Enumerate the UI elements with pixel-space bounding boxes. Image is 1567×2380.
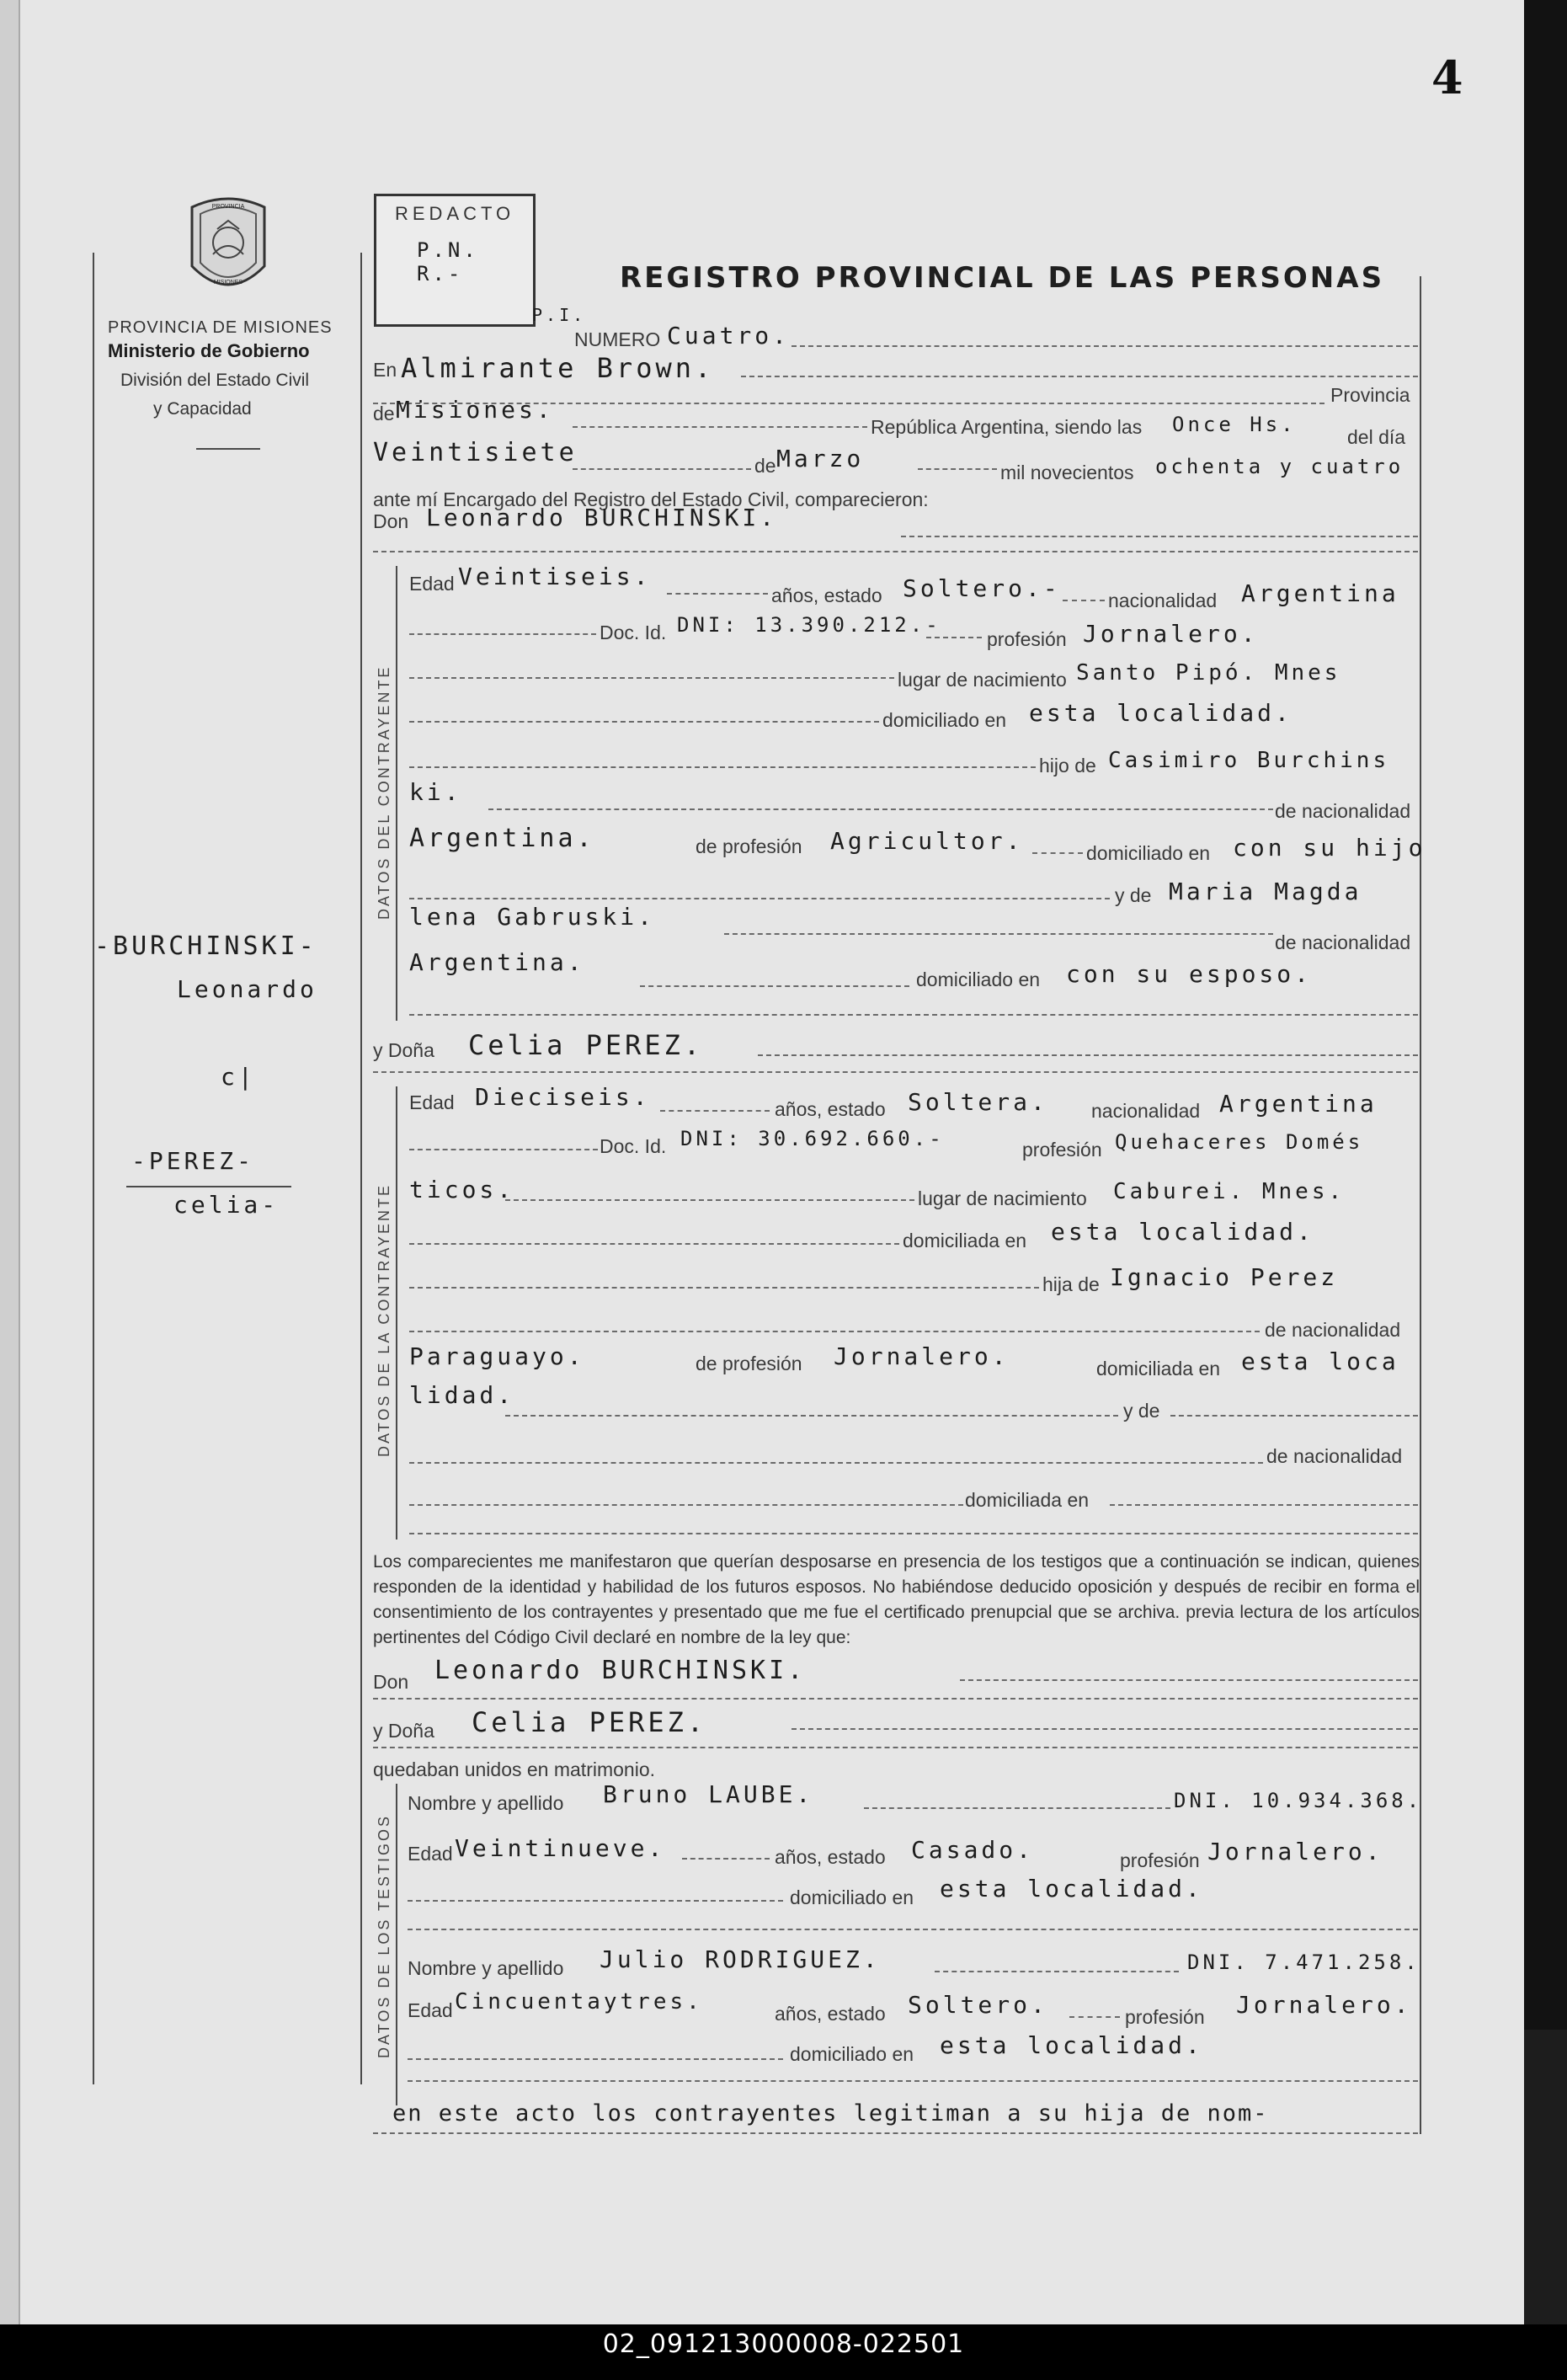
don-value: Leonardo BURCHINSKI. [426, 504, 778, 531]
declaration-dona-line-2 [373, 1747, 1418, 1748]
witness1-edad-value: Veintinueve. [455, 1834, 666, 1862]
bride-dom-value: esta localidad. [1051, 1218, 1314, 1246]
witness1-end-line [408, 1929, 1418, 1930]
witness1-anos-label: años, estado [775, 1846, 886, 1868]
bride-profesion-value-1: Quehaceres Domés [1115, 1130, 1364, 1154]
division-label: División del Estado Civil [120, 371, 310, 390]
witness-section-label: DATOS DE LOS TESTIGOS [376, 1813, 392, 2058]
declaration-dona-value: Celia PEREZ. [472, 1706, 707, 1738]
bride-profesion-label: profesión [1022, 1139, 1102, 1161]
declaration-don-value: Leonardo BURCHINSKI. [434, 1656, 807, 1685]
groom-mother-value-2: lena Gabruski. [409, 903, 656, 931]
declaration-don-line-2 [373, 1698, 1418, 1700]
bride-father-nat-value: Paraguayo. [409, 1342, 585, 1370]
groom-anos-label: años, estado [771, 584, 882, 606]
stamp-handwritten: P.N. R.- [417, 238, 479, 285]
registry-title: REGISTRO PROVINCIAL DE LAS PERSONAS [620, 261, 1385, 295]
witness2-dni-value: DNI. 7.471.258. [1187, 1950, 1420, 1974]
witness2-name-line [935, 1971, 1179, 1972]
en-line [741, 376, 1418, 377]
bride-profesion-value-2: ticos. [409, 1176, 515, 1203]
groom-dom-label: domiciliado en [882, 709, 1007, 731]
groom-father-value-2: ki. [409, 778, 462, 806]
declaration-dona-line [791, 1728, 1418, 1730]
bride-doc-label: Doc. Id. [600, 1135, 667, 1157]
groom-lugar-line [409, 677, 894, 679]
witness1-edad-line [682, 1858, 770, 1860]
capacity-label: y Capacidad [153, 399, 252, 419]
bride-name-line [758, 1054, 1418, 1056]
groom-father-dom-label: domiciliado en [1086, 842, 1211, 864]
groom-father-nat-value: Argentina. [409, 824, 595, 853]
groom-lugar-label: lugar de nacimiento [898, 669, 1067, 691]
witness2-estado-value: Soltero. [908, 1991, 1048, 2019]
bride-mother-nat-label: de nacionalidad [1266, 1445, 1403, 1467]
month-value: Marzo [776, 445, 865, 472]
margin-groom-surname: -BURCHINSKI- [94, 931, 317, 961]
groom-profesion-value: Jornalero. [1083, 620, 1259, 648]
final-note: en este acto los contrayentes legitiman a su hija de nom- [392, 2100, 1269, 2127]
groom-nacionalidad-label: nacionalidad [1108, 590, 1218, 611]
margin-bride-surname: -PEREZ- [131, 1147, 255, 1175]
declaration-paragraph: Los comparecientes me manifestaron que querían desposarse en presencia de los testigos que a continuación se indican, quienes responden de la identidad y habilidad de los futuros esposos. No habiéndose deducido oposición y después de recibir en forma el consentimiento de los contrayentes y presentado que me fue el certificado prenupcial que se archiva. previa lectura de los artículos pertinentes del Código Civil declaré en nombre de la ley que: [373, 1552, 1420, 1647]
witness2-estado-line [1069, 2016, 1120, 2018]
witness1-edad-label: Edad [408, 1843, 453, 1865]
don-line-2 [373, 551, 1418, 552]
groom-section-border [396, 566, 397, 1021]
bride-father-nat-label: de nacionalidad [1265, 1319, 1401, 1341]
groom-mother-dom-value: con su esposo. [1066, 960, 1313, 988]
witness2-edad-value: Cincuentaytres. [455, 1989, 703, 2014]
left-header-rule [196, 448, 260, 450]
de2-label: de [754, 455, 776, 477]
bride-father-value: Ignacio Perez [1110, 1263, 1339, 1291]
margin-connector: c| [221, 1063, 256, 1091]
groom-father-dom-value: con su hijo [1233, 834, 1426, 862]
groom-estado-line [1063, 600, 1105, 601]
margin-left-border [93, 253, 94, 2084]
groom-mother-line [409, 898, 1110, 899]
bride-mother-dom-label: domiciliada en [965, 1489, 1090, 1511]
month-line [918, 468, 997, 470]
numero-line [791, 345, 1418, 347]
dia-label: del día [1347, 426, 1406, 448]
bride-section-end [409, 1533, 1418, 1534]
witness1-name-line [864, 1807, 1170, 1809]
witness2-end-line [408, 2080, 1418, 2082]
witness2-dom-label: domiciliado en [790, 2043, 914, 2065]
groom-doc-line-2 [926, 637, 982, 638]
seal-top-text: PROVINCIA [211, 204, 245, 210]
groom-estado-value: Soltero.- [903, 574, 1061, 602]
bride-mother-dom-line-2 [1110, 1504, 1418, 1506]
witness2-dom-line [408, 2058, 783, 2060]
redacto-stamp [374, 194, 536, 327]
ante-label: ante mí Encargado del Registro del Estado Civil, comparecieron: [373, 488, 929, 510]
numero-value: Cuatro. [667, 322, 791, 350]
groom-father-prof-label: de profesión [696, 835, 802, 857]
bride-nacionalidad-value: Argentina [1219, 1090, 1378, 1118]
province-seal [184, 195, 273, 303]
witness1-profesion-label: profesión [1120, 1849, 1200, 1871]
bride-mother-nat-line [409, 1462, 1263, 1464]
en-value: Almirante Brown. [401, 352, 715, 384]
groom-father-prof-value: Agricultor. [830, 827, 1024, 855]
groom-father-value-1: Casimiro Burchins [1108, 748, 1390, 773]
bride-father-dom-value-1: esta loca [1241, 1347, 1399, 1375]
groom-father-nat-label: de nacionalidad [1275, 800, 1411, 822]
witness2-anos-label: años, estado [775, 2003, 886, 2025]
groom-mother-nat-line [724, 933, 1273, 935]
bride-dom-line [409, 1243, 899, 1245]
groom-lugar-value: Santo Pipó. Mnes [1076, 660, 1341, 686]
seal-bottom-text: MISIONES [213, 280, 243, 285]
bride-hija-label: hija de [1042, 1273, 1100, 1295]
witness1-profesion-value: Jornalero. [1207, 1838, 1383, 1865]
witness2-dom-value: esta localidad. [940, 2031, 1203, 2059]
book-binding [1524, 0, 1567, 2030]
quedaban-label: quedaban unidos en matrimonio. [373, 1758, 656, 1780]
bride-name-line-2 [373, 1071, 1418, 1073]
witness1-dni-value: DNI. 10.934.368. [1174, 1789, 1423, 1812]
bride-edad-line [660, 1110, 770, 1112]
provincia-label: Provincia [1330, 384, 1410, 406]
witness2-name-value: Julio RODRIGUEZ. [600, 1945, 881, 1973]
bride-dom-label: domiciliada en [903, 1230, 1027, 1251]
mil-label: mil novecientos [1000, 462, 1134, 483]
margin-divider [126, 1186, 291, 1187]
en-label: En [373, 359, 397, 381]
groom-mother-nat-label: de nacionalidad [1275, 931, 1411, 953]
witness2-profesion-label: profesión [1125, 2006, 1205, 2028]
bride-doc-line [409, 1149, 598, 1150]
bride-mother-line [505, 1415, 1118, 1417]
groom-nacionalidad-value: Argentina [1241, 579, 1399, 607]
bride-anos-label: años, estado [775, 1098, 886, 1120]
hour-value: Once Hs. [1172, 413, 1297, 436]
witness2-profesion-value: Jornalero. [1236, 1991, 1412, 2019]
witness1-nombre-label: Nombre y apellido [408, 1792, 564, 1814]
final-note-line [373, 2132, 1418, 2134]
don-label: Don [373, 510, 409, 532]
groom-edad-value: Veintiseis. [458, 563, 652, 590]
witness1-dom-value: esta localidad. [940, 1875, 1203, 1902]
bride-hija-line [409, 1287, 1039, 1289]
groom-profesion-label: profesión [987, 628, 1067, 650]
numero-label: NUMERO [574, 328, 661, 350]
side-note: P.I. [532, 305, 587, 325]
bride-lugar-value: Caburei. Mnes. [1113, 1179, 1346, 1204]
bride-father-dom-value-2: lidad. [409, 1381, 515, 1409]
bride-nacionalidad-label: nacionalidad [1091, 1100, 1201, 1122]
bride-edad-label: Edad [409, 1091, 455, 1113]
bride-father-prof-label: de profesión [696, 1353, 802, 1374]
groom-dom-line [409, 721, 879, 723]
bride-name-value: Celia PEREZ. [468, 1029, 704, 1061]
groom-doc-value: DNI: 13.390.212.- [677, 613, 941, 637]
witness1-name-value: Bruno LAUBE. [603, 1780, 814, 1808]
groom-mother-dom-label: domiciliado en [916, 969, 1041, 990]
groom-y-de-label: y de [1115, 884, 1152, 906]
content-right-border [1420, 276, 1421, 2134]
don-line [901, 536, 1418, 537]
groom-section-end [409, 1014, 1418, 1016]
groom-father-nat-line [488, 808, 1273, 810]
bride-estado-value: Soltera. [908, 1088, 1048, 1116]
groom-hijo-line [409, 766, 1036, 768]
witness2-nombre-label: Nombre y apellido [408, 1957, 564, 1979]
de-value: Misiones. [396, 396, 554, 424]
bride-mother-dom-line [409, 1504, 963, 1506]
witness1-dom-label: domiciliado en [790, 1886, 914, 1908]
bride-father-prof-value: Jornalero. [834, 1342, 1010, 1370]
margin-groom-name: Leonardo [177, 975, 317, 1003]
declaration-don-line [960, 1679, 1418, 1681]
groom-mother-value-1: Maria Magda [1169, 878, 1362, 905]
groom-edad-label: Edad [409, 573, 455, 595]
day-value: Veintisiete [373, 438, 578, 467]
witness2-edad-label: Edad [408, 1999, 453, 2021]
scan-footer-id: 02_091213000008-022501 [602, 2329, 965, 2359]
witness1-dom-line [408, 1900, 783, 1902]
republica-label: República Argentina, siendo las [871, 416, 1143, 438]
declaration-dona-label: y Doña [373, 1720, 434, 1742]
witness-section-border [396, 1784, 397, 2105]
de-line [573, 426, 867, 428]
margin-right-border [360, 253, 362, 2084]
bride-doc-value: DNI: 30.692.660.- [680, 1127, 945, 1150]
bride-mother-line-2 [1170, 1415, 1418, 1417]
groom-mother-dom-line [640, 985, 909, 987]
page-gutter [0, 0, 20, 2324]
bride-section-border [396, 1086, 397, 1540]
groom-mother-nat-value: Argentina. [409, 948, 585, 976]
groom-doc-line [409, 633, 596, 635]
ministry-label: Ministerio de Gobierno [108, 340, 310, 361]
groom-section-label: DATOS DEL CONTRAYENTE [376, 664, 392, 920]
year-value: ochenta y cuatro [1155, 455, 1404, 478]
y-dona-label: y Doña [373, 1039, 434, 1061]
bride-father-dom-label: domiciliada en [1096, 1358, 1221, 1379]
groom-father-prof-line [1032, 852, 1083, 854]
province-label: PROVINCIA DE MISIONES [108, 318, 333, 337]
stamp-label: REDACTO [395, 203, 515, 224]
bride-father-nat-line [409, 1331, 1260, 1332]
page-number: 4 [1431, 51, 1463, 104]
bride-y-de-label: y de [1123, 1400, 1160, 1422]
groom-dom-value: esta localidad. [1029, 699, 1293, 727]
bride-lugar-label: lugar de nacimiento [918, 1187, 1087, 1209]
groom-hijo-label: hijo de [1039, 755, 1096, 776]
bride-edad-value: Dieciseis. [475, 1083, 651, 1111]
groom-doc-label: Doc. Id. [600, 622, 667, 643]
groom-edad-line [667, 593, 768, 595]
margin-bride-name: celia- [173, 1191, 280, 1219]
witness1-estado-value: Casado. [911, 1836, 1035, 1864]
bride-lugar-line [505, 1199, 914, 1201]
declaration-don-label: Don [373, 1671, 409, 1693]
de-label: de [373, 403, 395, 424]
day-line [573, 468, 751, 470]
bride-section-label: DATOS DE LA CONTRAYENTE [376, 1182, 392, 1457]
